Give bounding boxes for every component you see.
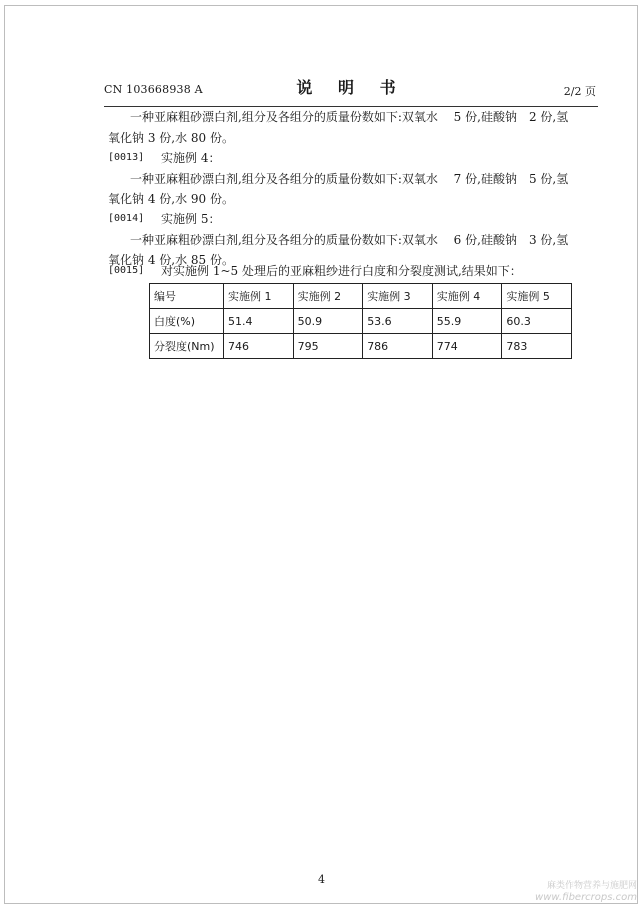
- page-header: [104, 66, 598, 107]
- table-header-cell: 编号: [150, 284, 224, 309]
- example-heading: 实施例 5：: [161, 212, 221, 226]
- table-cell: 分裂度(Nm): [150, 334, 224, 359]
- table-header-cell: 实施例 5: [502, 284, 572, 309]
- page-indicator: 2/2 页: [563, 85, 596, 98]
- table-header-cell: 实施例 4: [432, 284, 502, 309]
- paragraph-line: 一种亚麻粗砂漂白剂,组分及各组分的质量份数如下:双氧水 6 份,硅酸钠 3 份,氢: [130, 233, 569, 247]
- example-heading: 实施例 4：: [161, 151, 221, 165]
- table-row: [150, 309, 572, 334]
- table-header-cell: 实施例 1: [224, 284, 294, 309]
- table-header-cell: 实施例 2: [293, 284, 363, 309]
- site-watermark: [477, 881, 637, 903]
- paragraph-number: [0015]: [108, 265, 145, 276]
- page-border: [4, 5, 638, 904]
- paragraph-line: 对实施例 1~5 处理后的亚麻粗纱进行白度和分裂度测试,结果如下：: [161, 264, 522, 278]
- watermark-site-name: 麻类作物营养与施肥网: [546, 881, 637, 891]
- table-cell: 53.6: [363, 309, 433, 334]
- table-cell: 白度(%): [150, 309, 224, 334]
- table-cell: 774: [432, 334, 502, 359]
- page-number: 4: [318, 873, 325, 886]
- results-table: [149, 283, 572, 359]
- paragraph-line: 氧化钠 3 份,水 80 份。: [108, 131, 234, 145]
- table-cell: 783: [502, 334, 572, 359]
- table-cell: 786: [363, 334, 433, 359]
- paragraph-line: 氧化钠 4 份,水 85 份。: [108, 253, 234, 267]
- patent-number: CN 103668938 A: [104, 83, 203, 96]
- table-cell: 60.3: [502, 309, 572, 334]
- table-cell: 746: [224, 334, 294, 359]
- paragraph-number: [0014]: [108, 213, 145, 224]
- table-cell: 50.9: [293, 309, 363, 334]
- table-cell: 51.4: [224, 309, 294, 334]
- paragraph-number: [0013]: [108, 152, 145, 163]
- table-row: [150, 334, 572, 359]
- watermark-url: www.fibercrops.com: [535, 892, 637, 903]
- table-cell: 55.9: [432, 309, 502, 334]
- paragraph-line: 氧化钠 4 份,水 90 份。: [108, 192, 234, 206]
- paragraph-line: 一种亚麻粗砂漂白剂,组分及各组分的质量份数如下:双氧水 7 份,硅酸钠 5 份,氢: [130, 172, 569, 186]
- table-cell: 795: [293, 334, 363, 359]
- table-header-row: [150, 284, 572, 309]
- paragraph-line: 一种亚麻粗砂漂白剂,组分及各组分的质量份数如下:双氧水 5 份,硅酸钠 2 份,氢: [130, 110, 569, 124]
- document-title: 说 明 书: [296, 78, 406, 97]
- table-header-cell: 实施例 3: [363, 284, 433, 309]
